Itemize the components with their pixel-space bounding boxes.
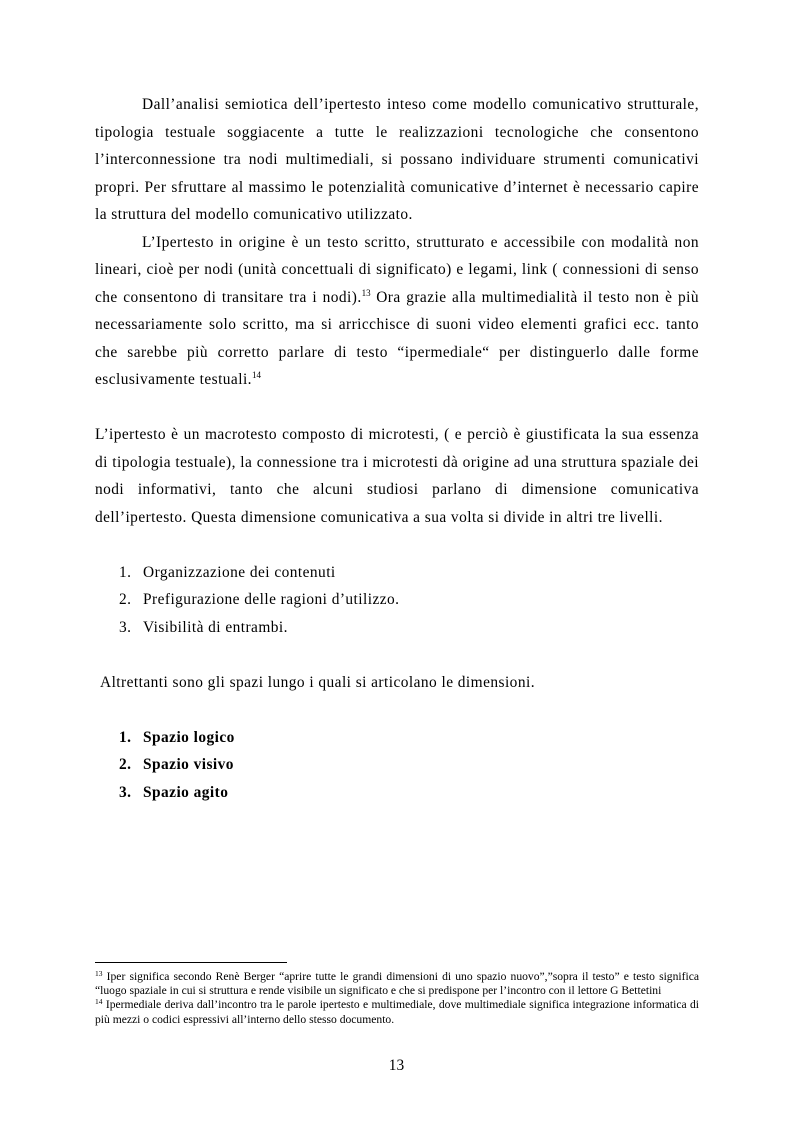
list-item xyxy=(95,751,699,779)
list-number: 1. xyxy=(119,728,132,746)
list-text: Prefigurazione delle ragioni d’utilizzo. xyxy=(143,591,400,608)
footnote-ref-14[interactable]: 14 xyxy=(251,370,261,380)
list-item xyxy=(95,586,699,614)
list-number: 3. xyxy=(119,618,132,636)
paragraph-2 xyxy=(95,229,699,394)
footnote-14 xyxy=(95,998,699,1026)
list-text: Spazio logico xyxy=(143,728,235,746)
footnote-separator xyxy=(95,962,287,963)
paragraph-4: Altrettanti sono gli spazi lungo i quali si articolano le dimensioni. xyxy=(100,673,535,691)
paragraph-2-part-a: L’Ipertesto in origine è un testo scritto, strutturato e accessibile con modalità non lineari, cioè per nodi (unità concettuali di significato) e legami, link ( connessioni di senso che consentono di transitare tra i nodi). xyxy=(95,233,699,306)
paragraph-1: Dall’analisi semiotica dell’ipertesto inteso come modello comunicativo strutturale, tipologia testuale soggiacente a tutte le realizzazioni tecnologiche che consentono l’interconnessione tra nodi multimediali, si possano individuare strumenti comunicativi propri. Per sfruttare al massimo le potenzialità comunicative d’internet è necessario capire la struttura del modello comunicativo utilizzato. xyxy=(95,96,699,223)
footnote-number: 13 xyxy=(95,969,103,978)
footnote-text: Ipermediale deriva dall’incontro tra le parole ipertesto e multimediale, dove multimediale significa integrazione informatica di più mezzi o codici espressivi all’interno dello stesso documento. xyxy=(95,998,699,1026)
list-text: Visibilità di entrambi. xyxy=(143,618,288,636)
list-item xyxy=(95,614,699,642)
footnote-text: Iper significa secondo Renè Berger “aprire tutte le grandi dimensioni di uno spazio nuovo”,”sopra il testo” e testo significa “luogo spaziale in cui si struttura e rende visibile un significato e che si predispone per l’incontro con il lettore G Bettetini xyxy=(95,970,699,998)
list-text: Spazio agito xyxy=(143,783,229,801)
list-item xyxy=(95,779,699,807)
body-text xyxy=(95,91,699,806)
list-number: 2. xyxy=(119,591,132,608)
footnotes xyxy=(95,970,699,1027)
spaces-list xyxy=(95,724,699,807)
footnote-ref-13[interactable]: 13 xyxy=(361,287,371,298)
list-item xyxy=(95,559,699,587)
list-text: Spazio visivo xyxy=(143,756,234,773)
list-number: 3. xyxy=(119,783,132,801)
footnote-13 xyxy=(95,970,699,998)
list-text: Organizzazione dei contenuti xyxy=(143,563,336,581)
list-number: 2. xyxy=(119,756,132,773)
list-number: 1. xyxy=(119,563,132,581)
page-number: 13 xyxy=(388,1057,405,1074)
footnote-number: 14 xyxy=(95,997,103,1007)
list-item xyxy=(95,724,699,752)
paragraph-2-part-b: Ora grazie alla multimedialità il testo non è più necessariamente solo scritto, ma si arricchisce di suoni video elementi grafici ecc. tanto che sarebbe più corretto parlare di testo “ipermediale“ per distinguerlo dalle forme esclusivamente testuali. xyxy=(95,288,699,388)
paragraph-3: L’ipertesto è un macrotesto composto di microtesti, ( e perciò è giustificata la sua essenza di tipologia testuale), la connessione tra i microtesti dà origine ad una struttura spaziale dei nodi informativi, tanto che alcuni studiosi parlano di dimensione comunicativa dell’ipertesto. Questa dimensione comunicativa a sua volta si divide in altri tre livelli. xyxy=(95,426,699,526)
levels-list xyxy=(95,559,699,642)
